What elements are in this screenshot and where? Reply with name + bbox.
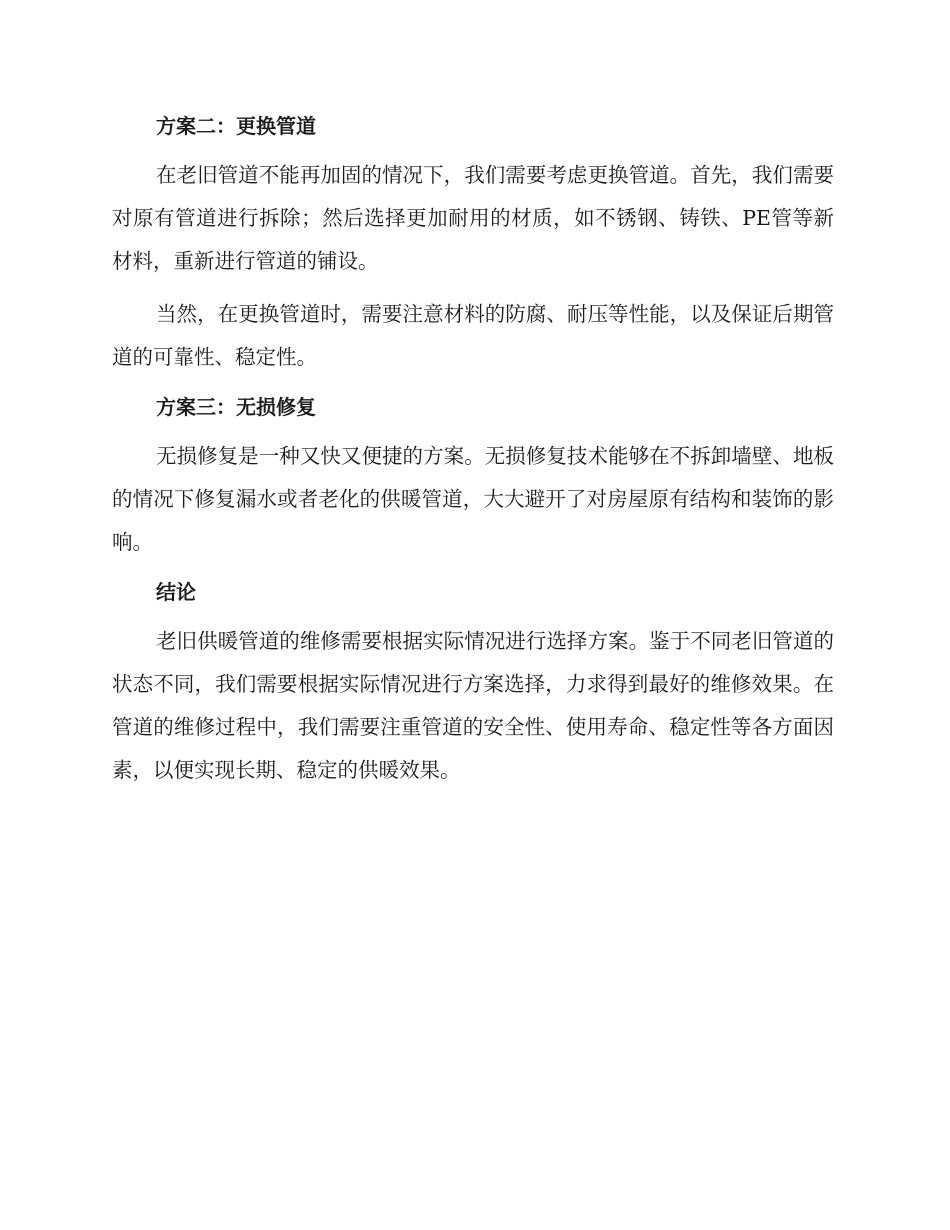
document-body	[112, 108, 834, 802]
paragraph-plan-2-notes: 当然，在更换管道时，需要注意材料的防腐、耐压等性能，以及保证后期管道的可靠性、稳定性。	[112, 302, 834, 369]
paragraph-conclusion: 老旧供暖管道的维修需要根据实际情况进行选择方案。鉴于不同老旧管道的状态不同，我们需要根据实际情况进行方案选择，力求得到最好的维修效果。在管道的维修过程中，我们需要注重管道的安全性、使用寿命、稳定性等各方面因素，以便实现长期、稳定的供暖效果。	[112, 629, 834, 782]
section-heading-plan-2: 方案二：更换管道	[156, 114, 316, 138]
paragraph-plan-3-repair: 无损修复是一种又快又便捷的方案。无损修复技术能够在不拆卸墙壁、地板的情况下修复漏水或者老化的供暖管道，大大避开了对房屋原有结构和装饰的影响。	[112, 444, 834, 554]
section-heading-conclusion: 结论	[156, 580, 196, 604]
paragraph-plan-2-replacement: 在老旧管道不能再加固的情况下，我们需要考虑更换管道。首先，我们需要对原有管道进行拆除；然后选择更加耐用的材质，如不锈钢、铸铁、PE管等新材料，重新进行管道的铺设。	[112, 163, 834, 273]
section-heading-plan-3: 方案三：无损修复	[156, 395, 316, 419]
